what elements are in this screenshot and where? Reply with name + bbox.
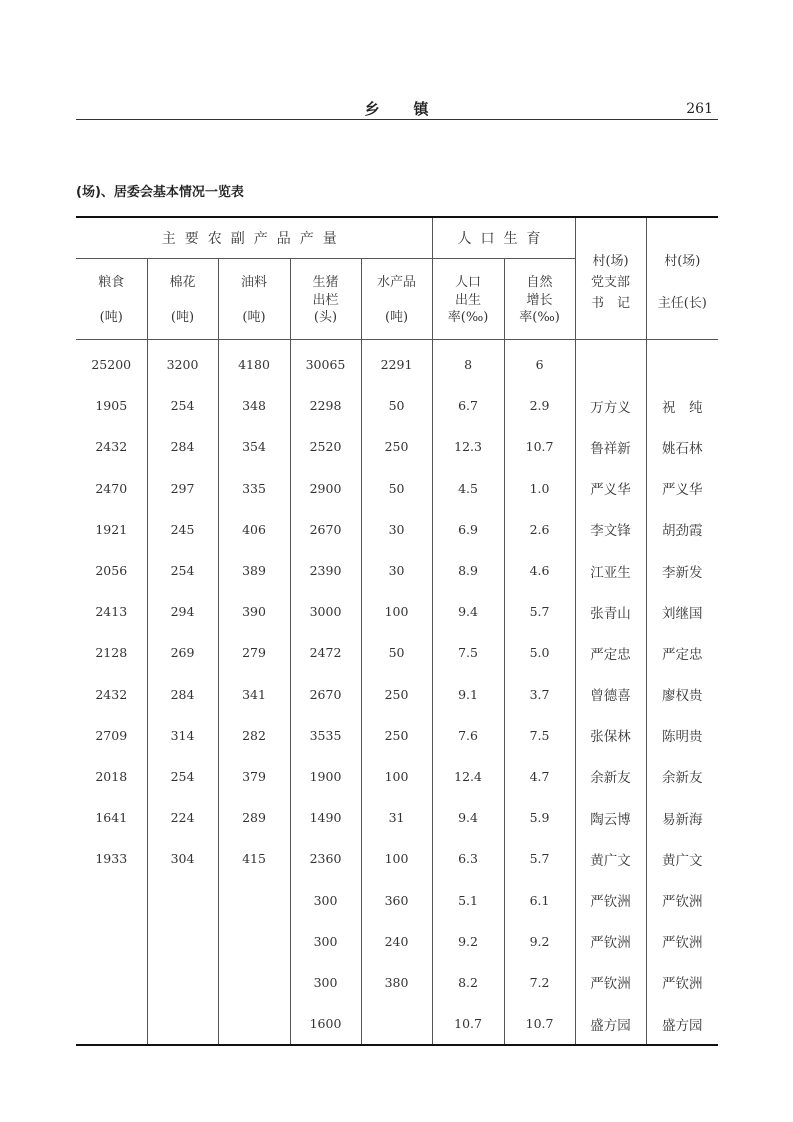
table-cell: 300 xyxy=(290,879,361,920)
table-cell: 2432 xyxy=(76,426,147,467)
table-cell: 1921 xyxy=(76,509,147,550)
table-cell: 6.9 xyxy=(432,509,504,550)
table-cell: 9.2 xyxy=(432,921,504,962)
table-cell: 1933 xyxy=(76,838,147,879)
col-header-line: (头) xyxy=(313,310,338,325)
table-row xyxy=(76,509,718,550)
col-header-birth-rate xyxy=(432,259,504,340)
table-cell: 250 xyxy=(361,426,432,467)
table-row xyxy=(76,1003,718,1045)
col-header-oilseed xyxy=(218,259,290,340)
table-cell: 严定忠 xyxy=(575,632,646,673)
col-header-growth-rate xyxy=(504,259,575,340)
table-cell: 余新友 xyxy=(662,770,703,787)
table-row xyxy=(76,550,718,591)
table-cell: 2018 xyxy=(76,756,147,797)
table-cell: 黄广文 xyxy=(662,852,703,869)
table-cell: 3.7 xyxy=(504,674,575,715)
table-cell: 4.6 xyxy=(504,550,575,591)
col-header-line: (吨) xyxy=(170,309,195,325)
table-cell: 9.1 xyxy=(432,674,504,715)
table-cell: 5.1 xyxy=(432,879,504,920)
table-cell: 279 xyxy=(218,632,290,673)
col-header-line: (吨) xyxy=(384,309,409,325)
table-cell: 姚石林 xyxy=(662,440,703,457)
table-cell: 2.6 xyxy=(504,509,575,550)
table-row xyxy=(76,426,718,467)
table-cell: 2128 xyxy=(76,632,147,673)
table-cell: 4180 xyxy=(218,340,290,386)
table-cell: 1.0 xyxy=(504,468,575,509)
table-cell: 5.7 xyxy=(504,838,575,879)
table-cell xyxy=(218,921,290,962)
col-header-line xyxy=(76,292,147,309)
table-cell: 304 xyxy=(147,838,218,879)
table-cell: 张青山 xyxy=(575,591,646,632)
table-cell: 284 xyxy=(147,426,218,467)
table-cell: 294 xyxy=(147,591,218,632)
table-cell: 3200 xyxy=(147,340,218,386)
director-header-line xyxy=(647,272,719,293)
table-row xyxy=(76,921,718,962)
table-cell: 10.7 xyxy=(504,426,575,467)
table-cell: 12.3 xyxy=(432,426,504,467)
table-cell: 1641 xyxy=(76,797,147,838)
table-row xyxy=(76,591,718,632)
table-cell xyxy=(218,1003,290,1045)
table-cell: 张保林 xyxy=(575,715,646,756)
table-cell: 余新友 xyxy=(575,756,646,797)
table-cell: 严定忠 xyxy=(662,646,703,663)
table-row xyxy=(76,674,718,715)
running-header-title: 乡镇 xyxy=(364,100,463,118)
table-cell: 10.7 xyxy=(432,1003,504,1045)
table-cell xyxy=(147,962,218,1003)
table-cell: 100 xyxy=(361,838,432,879)
table-cell: 陈明贵 xyxy=(662,729,703,746)
table-cell: 2291 xyxy=(361,340,432,386)
table-cell xyxy=(361,1003,432,1045)
col-header-line: 出生 xyxy=(455,292,482,308)
group-header-population: 人口生育 xyxy=(432,217,575,259)
table-cell: 盛方园 xyxy=(575,1003,646,1045)
page-number: 261 xyxy=(686,101,713,117)
table-cell: 50 xyxy=(361,468,432,509)
table-cell: 严钦洲 xyxy=(662,976,703,993)
table-cell xyxy=(147,921,218,962)
table-cell: 2709 xyxy=(76,715,147,756)
table-cell: 7.6 xyxy=(432,715,504,756)
table-cell: 250 xyxy=(361,674,432,715)
table-cell: 380 xyxy=(361,962,432,1003)
table-cell: 1905 xyxy=(76,385,147,426)
table-cell: 易新海 xyxy=(662,811,703,828)
table-cell: 50 xyxy=(361,385,432,426)
table-cell: 6.7 xyxy=(432,385,504,426)
table-cell: 9.4 xyxy=(432,797,504,838)
table-row xyxy=(76,340,718,386)
table-cell: 2360 xyxy=(290,838,361,879)
table-cell: 2670 xyxy=(290,509,361,550)
table-cell: 415 xyxy=(218,838,290,879)
table-cell: 2298 xyxy=(290,385,361,426)
table-cell: 7.5 xyxy=(504,715,575,756)
group-header-products: 主要农副产品产量 xyxy=(76,217,432,259)
table-caption: (场)、居委会基本情况一览表 xyxy=(76,185,244,200)
col-header-line: (吨) xyxy=(99,309,123,325)
table-cell: 389 xyxy=(218,550,290,591)
table-cell: 严义华 xyxy=(575,468,646,509)
table-cell: 严钦洲 xyxy=(575,921,646,962)
table-cell: 100 xyxy=(361,591,432,632)
col-header-line: 生猪 xyxy=(312,275,339,290)
col-header-line: 棉花 xyxy=(169,275,196,290)
table-cell: 2432 xyxy=(76,674,147,715)
table-cell: 30065 xyxy=(290,340,361,386)
col-header-line xyxy=(362,292,432,309)
table-cell: 284 xyxy=(147,674,218,715)
table-cell: 7.2 xyxy=(504,962,575,1003)
table-cell: 2390 xyxy=(290,550,361,591)
table-cell: 5.0 xyxy=(504,632,575,673)
table-cell xyxy=(575,340,646,386)
col-header-line: (吨) xyxy=(242,309,266,325)
table-cell: 300 xyxy=(290,921,361,962)
table-cell: 30 xyxy=(361,550,432,591)
table-cell: 祝 纯 xyxy=(662,399,703,416)
col-header-line: 率(‰) xyxy=(447,310,489,325)
table-cell xyxy=(147,1003,218,1045)
table-cell xyxy=(76,879,147,920)
table-cell: 5.7 xyxy=(504,591,575,632)
table-cell: 盛方园 xyxy=(646,1003,718,1045)
col-header-line xyxy=(148,292,218,309)
col-header-line: 水产品 xyxy=(377,275,417,290)
table-cell: 341 xyxy=(218,674,290,715)
col-header-line: 增长 xyxy=(526,292,553,308)
table-cell: 刘继国 xyxy=(662,605,703,622)
col-header-line: 率(‰) xyxy=(519,310,560,325)
table-row xyxy=(76,797,718,838)
table-cell: 245 xyxy=(147,509,218,550)
table-cell: 12.4 xyxy=(432,756,504,797)
table-cell: 2470 xyxy=(76,468,147,509)
table-cell: 1490 xyxy=(290,797,361,838)
table-cell: 2670 xyxy=(290,674,361,715)
table-cell: 2056 xyxy=(76,550,147,591)
col-header-line xyxy=(219,292,290,309)
table-cell: 314 xyxy=(147,715,218,756)
table-cell: 360 xyxy=(361,879,432,920)
table-cell: 30 xyxy=(361,509,432,550)
col-header-party-secretary xyxy=(575,217,646,340)
secretary-header-line: 村(场) xyxy=(592,254,629,269)
table-cell: 224 xyxy=(147,797,218,838)
table-cell: 江亚生 xyxy=(575,550,646,591)
table-cell: 9.2 xyxy=(504,921,575,962)
director-header-line: 村(场) xyxy=(664,254,701,269)
table-cell: 31 xyxy=(361,797,432,838)
table-cell: 5.9 xyxy=(504,797,575,838)
table-cell: 297 xyxy=(147,468,218,509)
table-cell: 4.5 xyxy=(432,468,504,509)
table-cell: 9.4 xyxy=(432,591,504,632)
table-cell: 254 xyxy=(147,385,218,426)
table-cell: 50 xyxy=(361,632,432,673)
table-cell: 8.2 xyxy=(432,962,504,1003)
table-cell: 240 xyxy=(361,921,432,962)
col-header-line: 自然 xyxy=(526,275,553,290)
header-rule xyxy=(76,119,718,120)
table-cell: 390 xyxy=(218,591,290,632)
table-cell xyxy=(646,340,718,386)
table-cell: 10.7 xyxy=(504,1003,575,1045)
table-cell xyxy=(76,962,147,1003)
table-cell: 2520 xyxy=(290,426,361,467)
table-cell: 鲁祥新 xyxy=(575,426,646,467)
table-cell: 25200 xyxy=(76,340,147,386)
col-header-line: 油料 xyxy=(240,275,267,290)
table-cell: 6.3 xyxy=(432,838,504,879)
table-cell xyxy=(76,921,147,962)
table-row xyxy=(76,962,718,1003)
table-cell: 7.5 xyxy=(432,632,504,673)
table-cell: 6.1 xyxy=(504,879,575,920)
table-cell: 黄广文 xyxy=(575,838,646,879)
table-cell: 254 xyxy=(147,756,218,797)
table-cell: 万方义 xyxy=(575,385,646,426)
col-header-line: 粮食 xyxy=(98,275,125,290)
table-row xyxy=(76,879,718,920)
table-cell: 269 xyxy=(147,632,218,673)
table-cell: 8 xyxy=(432,340,504,386)
table-cell: 陶云博 xyxy=(575,797,646,838)
secretary-header-line: 书 记 xyxy=(591,296,631,311)
table-cell: 406 xyxy=(218,509,290,550)
col-header-village-director xyxy=(646,217,718,340)
table-cell: 1600 xyxy=(290,1003,361,1045)
table-cell xyxy=(76,1003,147,1045)
table-cell: 1900 xyxy=(290,756,361,797)
table-cell: 3000 xyxy=(290,591,361,632)
table-cell: 8.9 xyxy=(432,550,504,591)
table-row xyxy=(76,838,718,879)
table-cell: 李新发 xyxy=(662,564,703,581)
table-cell xyxy=(218,879,290,920)
table-cell: 严义华 xyxy=(662,482,703,499)
table-cell: 廖权贵 xyxy=(662,688,703,705)
col-header-aquatic xyxy=(361,259,432,340)
table-cell: 李文锋 xyxy=(575,509,646,550)
table-row xyxy=(76,468,718,509)
table-cell: 379 xyxy=(218,756,290,797)
table-cell: 2472 xyxy=(290,632,361,673)
director-header-line: 主任(长) xyxy=(657,296,707,311)
table-row xyxy=(76,385,718,426)
table-cell: 282 xyxy=(218,715,290,756)
col-header-hogs xyxy=(290,259,361,340)
col-header-cotton xyxy=(147,259,218,340)
table-cell: 100 xyxy=(361,756,432,797)
village-statistics-table xyxy=(76,216,718,1046)
col-header-grain xyxy=(76,259,147,340)
table-cell: 曾德喜 xyxy=(575,674,646,715)
table-cell: 254 xyxy=(147,550,218,591)
col-header-line: 人口 xyxy=(455,275,482,290)
table-row xyxy=(76,756,718,797)
table-cell: 300 xyxy=(290,962,361,1003)
table-cell: 2900 xyxy=(290,468,361,509)
secretary-header-line: 党支部 xyxy=(591,275,631,290)
col-header-line: 出栏 xyxy=(312,292,339,308)
table-cell: 3535 xyxy=(290,715,361,756)
table-row xyxy=(76,715,718,756)
table-cell: 335 xyxy=(218,468,290,509)
table-cell: 348 xyxy=(218,385,290,426)
table-cell: 6 xyxy=(504,340,575,386)
table-cell: 严钦洲 xyxy=(662,935,703,952)
table-cell: 严钦洲 xyxy=(575,962,646,1003)
table-row xyxy=(76,632,718,673)
table-cell: 2413 xyxy=(76,591,147,632)
table-cell xyxy=(147,879,218,920)
table-cell: 胡劲霞 xyxy=(662,523,703,540)
table-cell: 2.9 xyxy=(504,385,575,426)
table-cell: 250 xyxy=(361,715,432,756)
table-cell xyxy=(218,962,290,1003)
table-cell: 354 xyxy=(218,426,290,467)
table-cell: 289 xyxy=(218,797,290,838)
table-cell: 严钦洲 xyxy=(575,879,646,920)
table-cell: 4.7 xyxy=(504,756,575,797)
table-cell: 严钦洲 xyxy=(662,894,703,911)
